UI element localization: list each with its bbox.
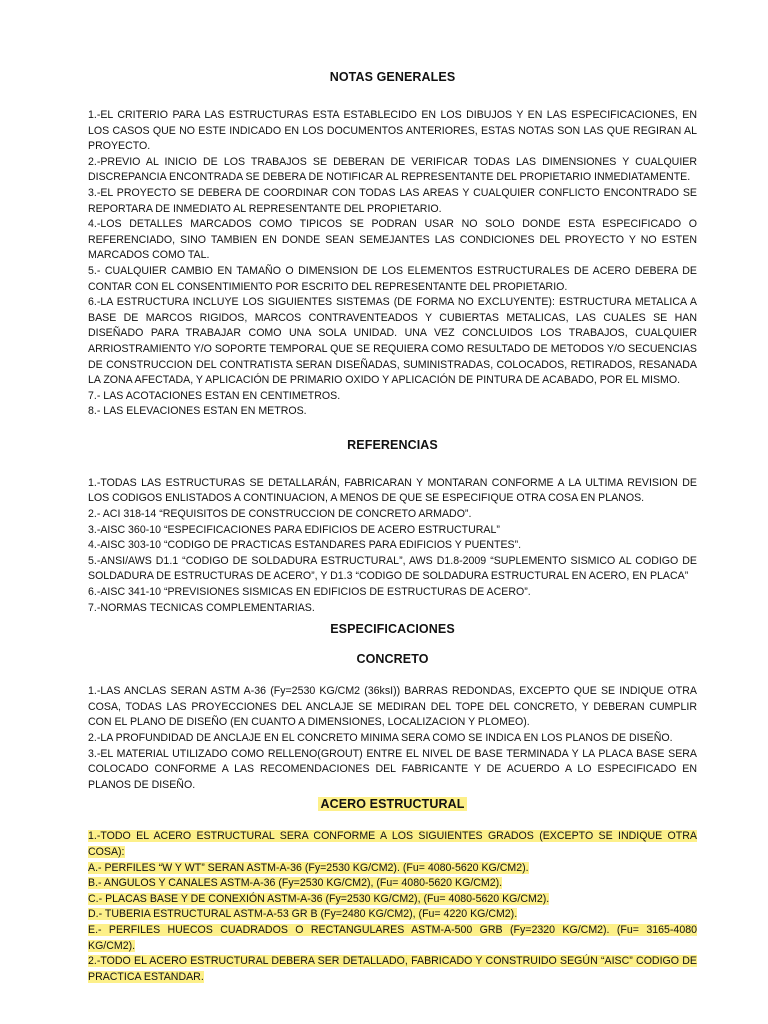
referencias-item-4: 4.-AISC 303-10 “CODIGO DE PRACTICAS ESTANDARES PARA EDIFICIOS Y PUENTES”. <box>88 539 522 552</box>
acero-item-2: 2.-TODO EL ACERO ESTRUCTURAL DEBERA SER DETALLADO, FABRICADO Y CONSTRUIDO SEGÚN “AISC” CODIGO DE PRACTICA ESTANDAR. <box>88 955 697 983</box>
concreto-item-2: 2.-LA PROFUNDIDAD DE ANCLAJE EN EL CONCRETO MINIMA SERA COMO SE INDICA EN LOS PLANOS DE DISEÑO. <box>88 732 673 744</box>
concreto-list <box>88 684 697 793</box>
acero-item-d: D.- TUBERIA ESTRUCTURAL ASTM-A-53 GR B (Fy=2480 KG/CM2), (Fu= 4220 KG/CM2). <box>88 908 518 921</box>
referencias-list <box>88 476 697 616</box>
referencias-item-5: 5.-ANSI/AWS D1.1 “CODIGO DE SOLDADURA ESTRUCTURAL”, AWS D1.8-2009 “SUPLEMENTO SISMICO AL CODIGO DE SOLDADURA DE ESTRUCTURAS DE ACERO”, Y D1.3 “CODIGO DE SOLDADURA ESTRUCTURAL EN ACERO, EN PLACA” <box>88 554 697 583</box>
notas-item-7: 7.- LAS ACOTACIONES ESTAN EN CENTIMETROS. <box>88 389 341 402</box>
notas-generales-list <box>88 108 697 420</box>
acero-heading-text: ACERO ESTRUCTURAL <box>320 797 465 812</box>
referencias-item-3: 3.-AISC 360-10 “ESPECIFICACIONES PARA EDIFICIOS DE ACERO ESTRUCTURAL” <box>88 523 500 536</box>
document-page <box>88 70 697 985</box>
especificaciones-heading: ESPECIFICACIONES <box>330 622 455 637</box>
acero-item-e: E.- PERFILES HUECOS CUADRADOS O RECTANGULARES ASTM-A-500 GRB (Fy=2320 KG/CM2). (Fu= 3165-4080 KG/CM2). <box>88 923 697 952</box>
notas-item-3: 3.-EL PROYECTO SE DEBERA DE COORDINAR CON TODAS LAS AREAS Y CUALQUIER CONFLICTO ENCONTRADO SE REPORTARA DE INMEDIATO AL REPRESENTANTE DEL PROPIETARIO. <box>88 186 697 215</box>
acero-estructural-heading <box>88 797 697 811</box>
acero-item-1: 1.-TODO EL ACERO ESTRUCTURAL SERA CONFORME A LOS SIGUIENTES GRADOS (EXCEPTO SE INDIQUE OTRA COSA): <box>88 830 697 858</box>
referencias-heading: REFERENCIAS <box>347 437 438 452</box>
acero-item-c: C.- PLACAS BASE Y DE CONEXIÓN ASTM-A-36 (Fy=2530 KG/CM2), (Fu= 4080-5620 KG/CM2). <box>88 892 550 905</box>
acero-item-b: B.- ANGULOS Y CANALES ASTM-A-36 (Fy=2530 KG/CM2), (Fu= 4080-5620 KG/CM2). <box>88 877 503 890</box>
notas-item-2: 2.-PREVIO AL INICIO DE LOS TRABAJOS SE DEBERAN DE VERIFICAR TODAS LAS DIMENSIONES Y CUALQUIER DISCREPANCIA ENCONTRADA SE DEBERA DE NOTIFICAR AL REPRESENTANTE DEL PROPIETARIO INMEDIATAMENTE. <box>88 155 697 184</box>
notas-item-1: 1.-EL CRITERIO PARA LAS ESTRUCTURAS ESTA ESTABLECIDO EN LOS DIBUJOS Y EN LAS ESPECIFICACIONES, EN LOS CASOS QUE NO ESTE INDICADO EN LOS DOCUMENTOS ANTERIORES, ESTAS NOTAS SON LAS QUE REGIRAN AL PROYECTO. <box>88 109 697 153</box>
notas-item-6: 6.-LA ESTRUCTURA INCLUYE LOS SIGUIENTES SISTEMAS (DE FORMA NO EXCLUYENTE): ESTRUCTURA METALICA A BASE DE MARCOS RIGIDOS, MARCOS CONTRAVENTEADOS Y CUBIERTAS METALICAS, LAS CUALES SE HAN DISEÑADO PARA TRABAJAR COMO UNA SOLA UNIDAD. UNA VEZ CONCLUIDOS LOS TRABAJOS, CUALQUIER ARRIOSTRAMIENTO Y/O SOPORTE TEMPORAL QUE SE REQUIERA COMO RESULTADO DE METODOS Y/O SECUENCIAS DE CONSTRUCCION DEL CONTRATISTA SERAN DISEÑADAS, SUMINISTRADAS, COLOCADOS, RETIRADOS, RESANADA LA ZONA AFECTADA, Y APLICACIÓN DE PRIMARIO OXIDO Y APLICACIÓN DE PINTURA DE ACABADO, POR EL MISMO. <box>88 296 697 387</box>
concreto-item-3: 3.-EL MATERIAL UTILIZADO COMO RELLENO(GROUT) ENTRE EL NIVEL DE BASE TERMINADA Y LA PLACA BASE SERA COLOCADO CONFORME A LAS RECOMENDACIONES DEL FABRICANTE Y DE ACUERDO A LO ESPECIFICADO EN PLANOS DE DISEÑO. <box>88 747 697 791</box>
notas-item-4: 4.-LOS DETALLES MARCADOS COMO TIPICOS SE PODRAN USAR NO SOLO DONDE ESTA ESPECIFICADO O REFERENCIADO, SINO TAMBIEN EN DONDE SEAN SEMEJANTES LAS CONDICIONES DEL PROYECTO Y NO ESTEN MARCADOS COMO TAL. <box>88 218 697 262</box>
notas-generales-heading: NOTAS GENERALES <box>329 70 456 84</box>
referencias-item-1: 1.-TODAS LAS ESTRUCTURAS SE DETALLARÁN, FABRICARAN Y MONTARAN CONFORME A LA ULTIMA REVISION DE LOS CODIGOS ENLISTADOS A CONTINUACION, A MENOS DE QUE SE ESPECIFIQUE OTRA COSA EN PLANOS. <box>88 476 697 505</box>
notas-item-8: 8.- LAS ELEVACIONES ESTAN EN METROS. <box>88 405 307 418</box>
referencias-item-7: 7.-NORMAS TECNICAS COMPLEMENTARIAS. <box>88 601 315 614</box>
concreto-heading: CONCRETO <box>356 652 429 667</box>
referencias-item-2: 2.- ACI 318-14 “REQUISITOS DE CONSTRUCCION DE CONCRETO ARMADO”. <box>88 508 472 521</box>
acero-item-a: A.- PERFILES “W Y WT” SERAN ASTM-A-36 (Fy=2530 KG/CM2). (Fu= 4080-5620 KG/CM2). <box>88 861 529 874</box>
concreto-item-1: 1.-LAS ANCLAS SERAN ASTM A-36 (Fy=2530 KG/CM2 (36ksI)) BARRAS REDONDAS, EXCEPTO QUE SE INDIQUE OTRA COSA, TODAS LAS PROYECCIONES DEL ANCLAJE SE MEDIRAN DEL TOPE DEL CONCRETO, Y DEBERAN CUMPLIR CON EL PLANO DE DISEÑO (EN CUANTO A DIMENSIONES, LOCALIZACION Y PLOMEO). <box>88 685 697 729</box>
referencias-item-6: 6.-AISC 341-10 “PREVISIONES SISMICAS EN EDIFICIOS DE ESTRUCTURAS DE ACERO”. <box>88 586 531 599</box>
acero-list <box>88 829 697 985</box>
notas-item-5: 5.- CUALQUIER CAMBIO EN TAMAÑO O DIMENSION DE LOS ELEMENTOS ESTRUCTURALES DE ACERO DEBERA DE CONTAR CON EL CONSENTIMIENTO POR ESCRITO DEL REPRESENTANTE DEL PROPIETARIO. <box>88 264 697 293</box>
